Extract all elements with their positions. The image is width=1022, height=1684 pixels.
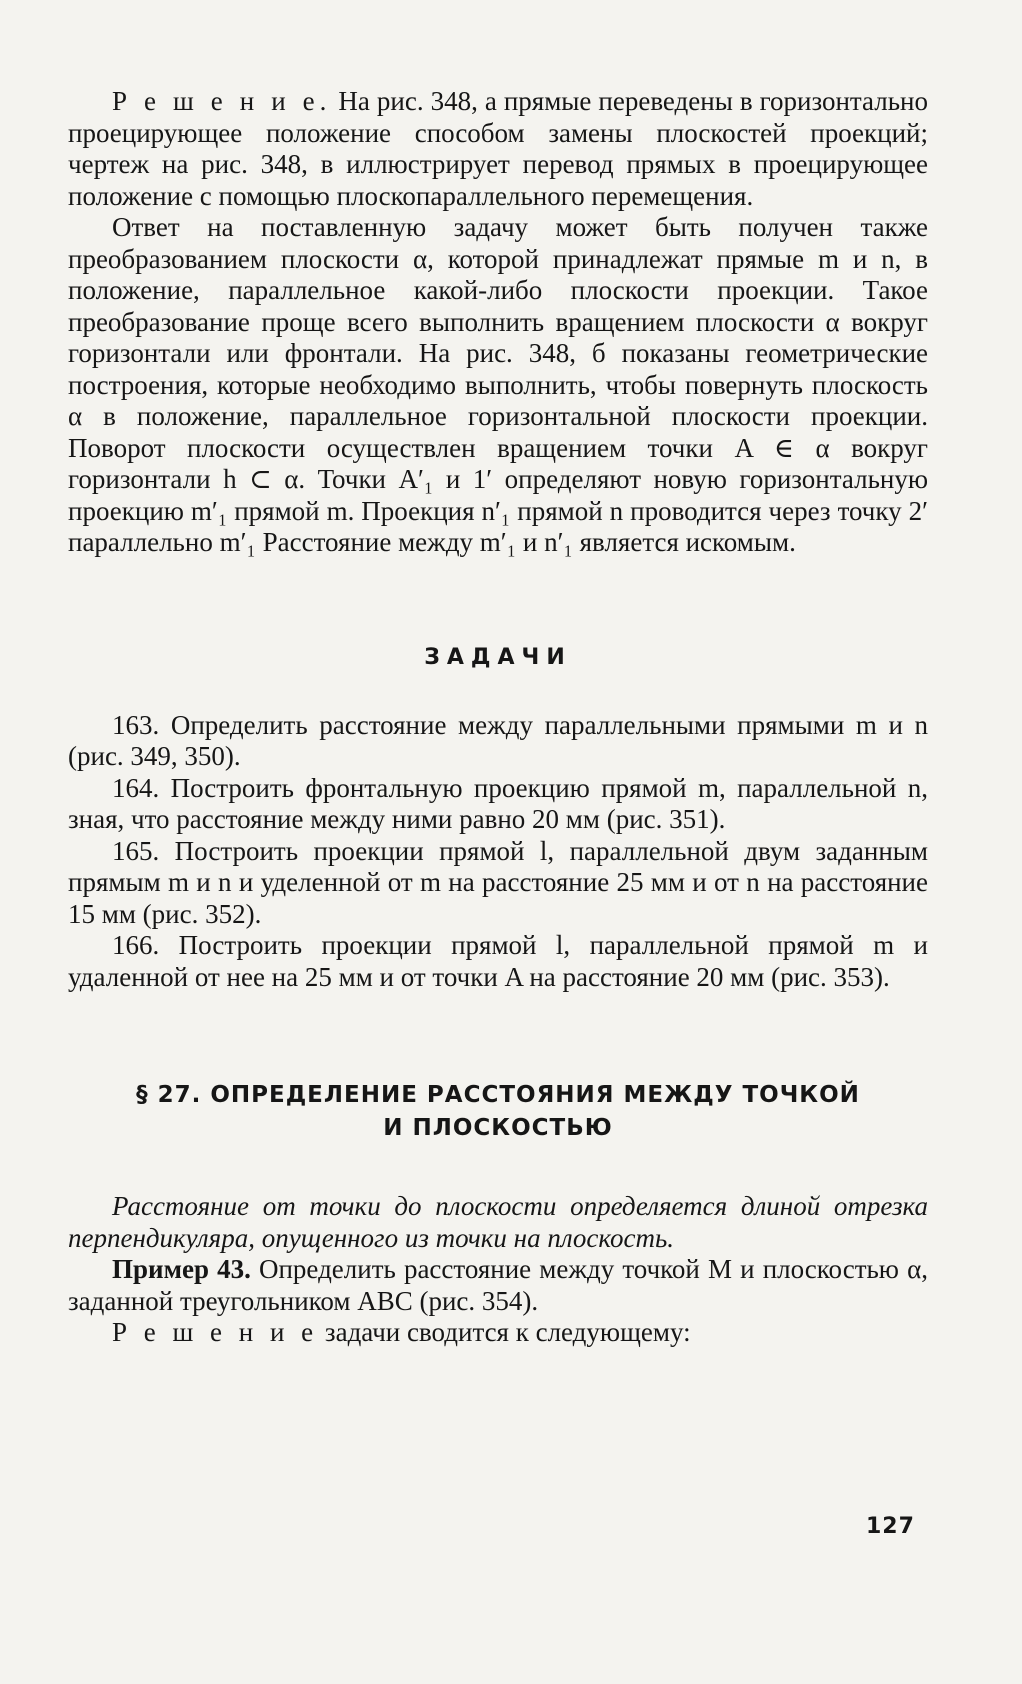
solution-intro-label: Р е ш е н и е bbox=[112, 1317, 319, 1347]
example-paragraph bbox=[68, 1254, 928, 1317]
section-title-line-1: § 27. ОПРЕДЕЛЕНИЕ РАССТОЯНИЯ МЕЖДУ ТОЧКОЙ bbox=[136, 1082, 860, 1108]
page-body bbox=[68, 86, 928, 1349]
answer-paragraph: Ответ на поставленную задачу может быть получен также преобразованием плоскости α, которой принадлежат прямые m и n, в положение, параллельное какой-либо плоскости проекции. Такое преобразование проще всего выполнить вращением плоскости α вокруг горизонтали или фронтали. На рис. 348, б показаны геометрические построения, которые необходимо выполнить, чтобы повернуть плоскость α в положение, параллельное горизонтальной плоскости проекции. Поворот плоскости осуществлен вращением точки A ∈ α вокруг горизонтали h ⊂ α. Точки A′₁ и 1′ определяют новую горизонтальную проекцию m′₁ прямой m. Проекция n′₁ прямой n проводится через точку 2′ параллельно m′₁ Расстояние между m′₁ и n′₁ является искомым. bbox=[68, 212, 928, 557]
problem-164: 164. Построить фронтальную проекцию прямой m, параллельной n, зная, что расстояние между ними равно 20 мм (рис. 351). bbox=[68, 772, 928, 834]
example-label: Пример 43. bbox=[112, 1254, 251, 1284]
problems-heading: ЗАДАЧИ bbox=[424, 644, 572, 670]
problem-165: 165. Построить проекции прямой l, параллельной двум заданным прямым m и n и уделенной от m на расстояние 25 мм и от n на расстояние 15 мм (рис. 352). bbox=[68, 835, 928, 929]
section-heading bbox=[68, 1079, 928, 1145]
solution-intro bbox=[68, 1317, 928, 1349]
example-text: Определить расстояние между точкой M и плоскостью α, заданной треугольником ABC (рис. 354). bbox=[68, 1254, 929, 1316]
solution-label: Р е ш е н и е. bbox=[112, 86, 332, 116]
solution-paragraph bbox=[68, 86, 928, 212]
problem-163: 163. Определить расстояние между параллельными прямыми m и n (рис. 349, 350). bbox=[68, 709, 928, 771]
page-number: 127 bbox=[866, 1514, 915, 1539]
solution-text: На рис. 348, а прямые переведены в горизонтально проецирующее положение способом замены плоскостей проекций; чертеж на рис. 348, в иллюстрирует перевод прямых в проецирующее положение с помощью плоскопараллельного перемещения. bbox=[68, 86, 928, 211]
definition-paragraph: Расстояние от точки до плоскости определяется длиной отрезка перпендикуляра, опущенного из точки на плоскость. bbox=[68, 1191, 928, 1253]
solution-intro-text: задачи сводится к следующему: bbox=[318, 1317, 691, 1347]
problem-166: 166. Построить проекции прямой l, параллельной прямой m и удаленной от нее на 25 мм и от точки A на расстояние 20 мм (рис. 353). bbox=[68, 930, 928, 992]
section-title-line-2: И ПЛОСКОСТЬЮ bbox=[383, 1115, 613, 1141]
